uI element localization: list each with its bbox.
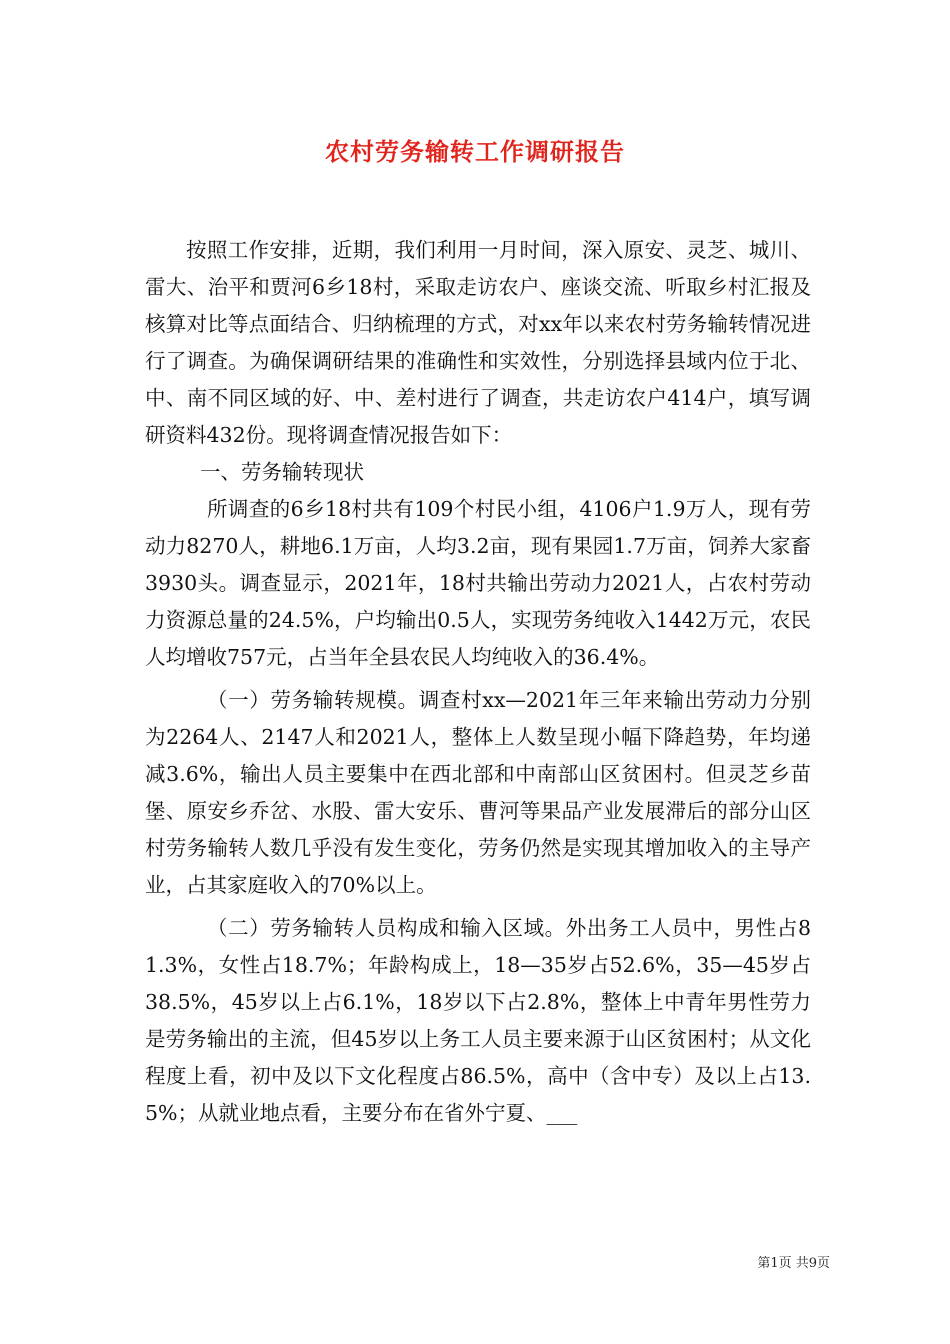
paragraph-status: 所调查的6乡18村共有109个村民小组，4106户1.9万人，现有劳动力8270人，耕地6.1万亩，人均3.2亩，现有果园1.7万亩，饲养大家畜3930头。调查显示，2021年，18村共输出劳动力2021人，占农村劳动力资源总量的24.5%，户均输出0.5人，实现劳务纯收入1442万元，农民人均增收757元，占当年全县农民人均纯收入的36.4%。 xyxy=(145,497,811,669)
paragraph-scale: （一）劳务输转规模。调查村xx—2021年三年来输出劳动力分别为2264人、2147人和2021人，整体上人数呈现小幅下降趋势，年均递减3.6%，输出人员主要集中在西北部和中南部山区贫困村。但灵芝乡苗堡、原安乡乔岔、水股、雷大安乐、曹河等果品产业发展滞后的部分山区村劳务输转人数几乎没有发生变化，劳务仍然是实现其增加收入的主导产业，占其家庭收入的70%以上。 xyxy=(145,688,811,897)
document-body xyxy=(145,232,811,1132)
document-title: 农村劳务输转工作调研报告 xyxy=(325,137,625,166)
section-heading-status: 一、劳务输转现状 xyxy=(200,460,364,484)
page-number: 第1页 共9页 xyxy=(757,1256,830,1271)
paragraph-composition: （二）劳务输转人员构成和输入区域。外出务工人员中，男性占81.3%，女性占18.7%；年龄构成上，18—35岁占52.6%，35—45岁占38.5%，45岁以上占6.1%，18岁以下占2.8%，整体上中青年男性劳力是劳务输出的主流，但45岁以上务工人员主要来源于山区贫困村；从文化程度上看，初中及以下文化程度占86.5%，高中（含中专）及以上占13.5%；从就业地点看，主要分布在省外宁夏、___ xyxy=(145,916,811,1125)
paragraph-intro: 按照工作安排，近期，我们利用一月时间，深入原安、灵芝、城川、雷大、治平和贾河6乡18村，采取走访农户、座谈交流、听取乡村汇报及核算对比等点面结合、归纳梳理的方式，对xx年以来农村劳务输转情况进行了调查。为确保调研结果的准确性和实效性，分别选择县域内位于北、中、南不同区域的好、中、差村进行了调查，共走访农户414户，填写调研资料432份。现将调查情况报告如下： xyxy=(145,238,811,447)
